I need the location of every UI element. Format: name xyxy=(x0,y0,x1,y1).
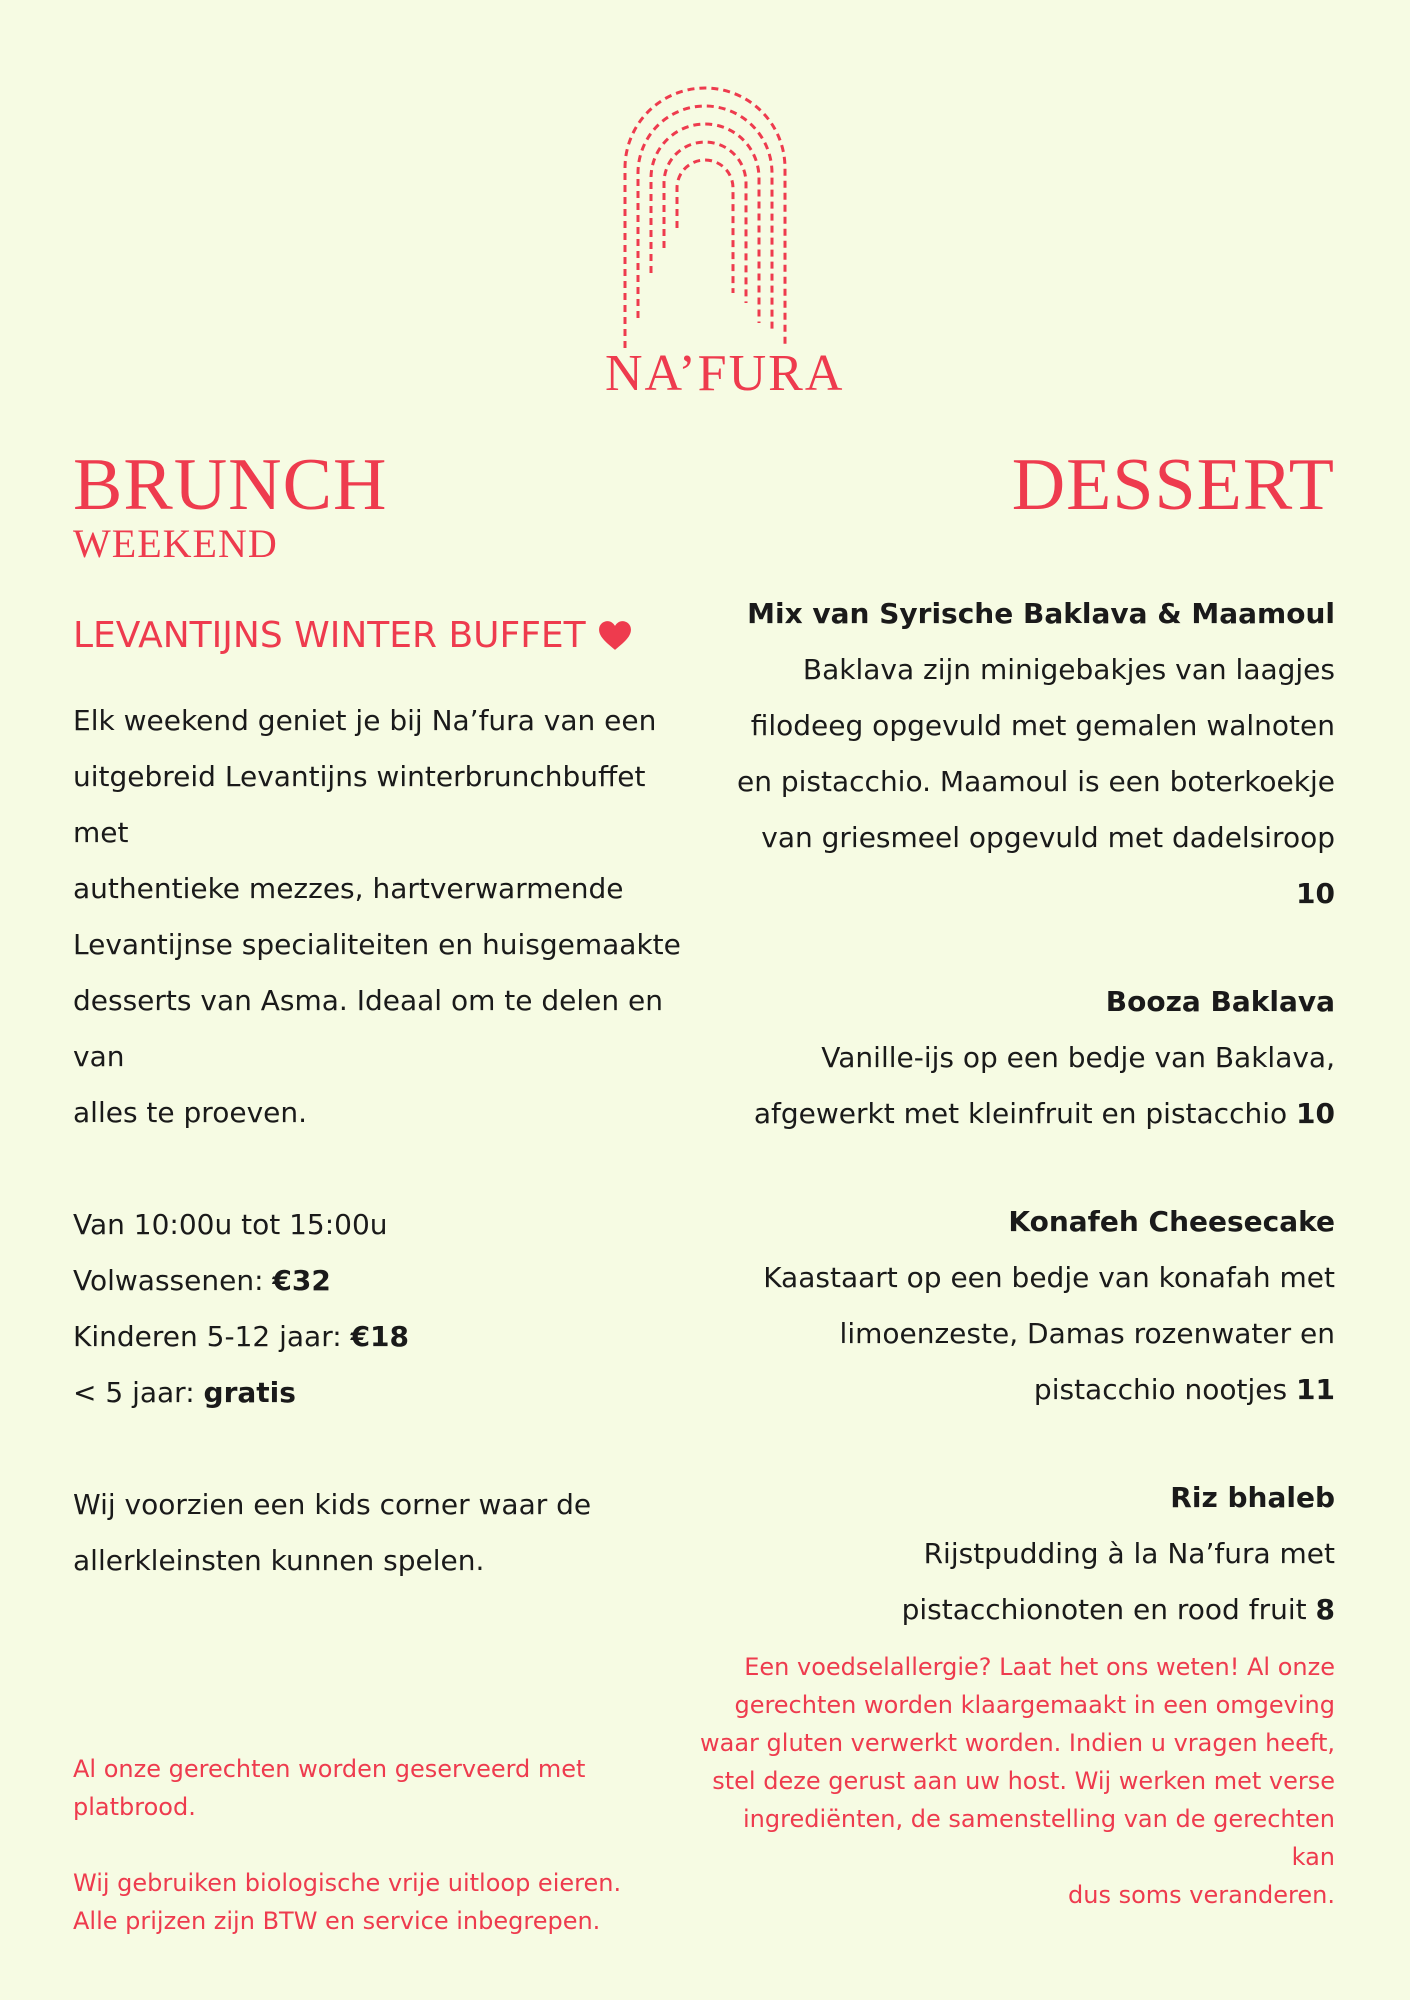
kids-line: Wij voorzien een kids corner waar de xyxy=(73,1488,592,1522)
adults-label: Volwassenen: xyxy=(73,1264,273,1298)
desc-line: Rijstpudding à la Na’fura met xyxy=(923,1537,1335,1570)
heart-icon xyxy=(598,619,632,653)
vat-note: Alle prijzen zijn BTW en service inbegrepen. xyxy=(73,1907,601,1935)
dotted-arch-icon xyxy=(605,78,805,348)
dessert-item xyxy=(715,974,1335,1142)
allergy-line: waar gluten verwerkt worden. Indien u vragen heeft, xyxy=(700,1729,1335,1757)
dessert-item-price: 10 xyxy=(1296,1097,1335,1130)
desc-line-price xyxy=(715,1086,1335,1142)
dessert-item xyxy=(715,586,1335,922)
desc-line-price xyxy=(715,810,1335,922)
allergy-line: dus soms veranderen. xyxy=(1068,1881,1335,1909)
desc-line: pistacchio nootjes xyxy=(1033,1373,1297,1406)
dessert-item-price: 11 xyxy=(1296,1373,1335,1406)
brunch-subtitle: WEEKEND xyxy=(73,521,278,566)
intro-line: desserts van Asma. Ideaal om te delen en van xyxy=(73,984,664,1074)
left-footer-notes xyxy=(73,1750,713,1940)
desc-line-price xyxy=(715,1362,1335,1418)
intro-line: alles te proeven. xyxy=(73,1096,308,1130)
allergy-line: gerechten worden klaargemaakt in een omgeving xyxy=(734,1691,1335,1719)
desc-line: en pistacchio. Maamoul is een boterkoekje xyxy=(737,765,1335,798)
desc-line: afgewerkt met kleinfruit en pistacchio xyxy=(753,1097,1297,1130)
dessert-item-name: Booza Baklava xyxy=(1105,985,1335,1018)
desc-line: filodeeg opgevuld met gemalen walnoten xyxy=(750,709,1335,742)
brunch-section xyxy=(73,444,693,1589)
dessert-title: DESSERT xyxy=(1011,444,1335,526)
desc-line: Baklava zijn minigebakjes van laagjes xyxy=(802,653,1335,686)
dessert-item xyxy=(715,1194,1335,1418)
desc-line-price xyxy=(715,1582,1335,1638)
dessert-item-name: Mix van Syrische Baklava & Maamoul xyxy=(747,597,1335,630)
intro-line: uitgebreid Levantijns winterbrunchbuffet met xyxy=(73,760,646,850)
dessert-section xyxy=(715,444,1335,1638)
children-price: €18 xyxy=(350,1320,410,1354)
children-price-row xyxy=(73,1309,693,1365)
brunch-intro xyxy=(73,693,693,1141)
desc-line: Vanille-ijs op een bedje van Baklava, xyxy=(821,1041,1335,1074)
buffet-title: LEVANTIJNS WINTER BUFFET xyxy=(73,615,586,656)
under5-price: gratis xyxy=(203,1376,296,1410)
under5-label: < 5 jaar: xyxy=(73,1376,204,1410)
intro-line: Elk weekend geniet je bij Na’fura van een xyxy=(73,704,657,738)
children-label: Kinderen 5-12 jaar: xyxy=(73,1320,351,1354)
dessert-item-desc xyxy=(715,1250,1335,1418)
desc-line: limoenzeste, Damas rozenwater en xyxy=(839,1317,1335,1350)
adults-price-row xyxy=(73,1253,693,1309)
allergy-line: stel deze gerust aan uw host. Wij werken met verse xyxy=(712,1767,1335,1795)
brunch-title: BRUNCH xyxy=(73,444,388,526)
brunch-prices xyxy=(73,1197,693,1421)
dessert-item xyxy=(715,1470,1335,1638)
desc-line: pistacchionoten en rood fruit xyxy=(901,1593,1316,1626)
adults-price: €32 xyxy=(272,1264,331,1298)
kids-corner-text xyxy=(73,1477,693,1589)
eggs-note: Wij gebruiken biologische vrije uitloop eieren. xyxy=(73,1869,622,1897)
intro-line: Levantijnse specialiteiten en huisgemaakte xyxy=(73,928,681,962)
desc-line: van griesmeel opgevuld met dadelsiroop xyxy=(761,821,1335,854)
dessert-item-price: 10 xyxy=(1296,877,1335,910)
dessert-item-name: Konafeh Cheesecake xyxy=(1008,1205,1335,1238)
dessert-item-desc xyxy=(715,1526,1335,1638)
kids-line: allerkleinsten kunnen spelen. xyxy=(73,1544,485,1578)
under5-price-row xyxy=(73,1365,693,1421)
brand-logo xyxy=(605,78,845,408)
intro-line: authentieke mezzes, hartverwarmende xyxy=(73,872,624,906)
desc-line: Kaastaart op een bedje van konafah met xyxy=(763,1261,1335,1294)
dessert-item-desc xyxy=(715,1030,1335,1142)
dessert-item-price: 8 xyxy=(1315,1593,1335,1626)
allergy-line: Een voedselallergie? Laat het ons weten! Al onze xyxy=(744,1653,1335,1681)
dessert-item-name: Riz bhaleb xyxy=(1170,1481,1335,1514)
buffet-heading xyxy=(73,614,693,657)
allergy-line: ingrediënten, de samenstelling van de gerechten kan xyxy=(743,1805,1335,1871)
dessert-item-desc xyxy=(715,642,1335,922)
allergy-notice xyxy=(695,1648,1335,1914)
brand-wordmark: NA’FURA xyxy=(605,345,845,402)
opening-hours: Van 10:00u tot 15:00u xyxy=(73,1208,388,1242)
bread-note: Al onze gerechten worden geserveerd met platbrood. xyxy=(73,1755,586,1821)
